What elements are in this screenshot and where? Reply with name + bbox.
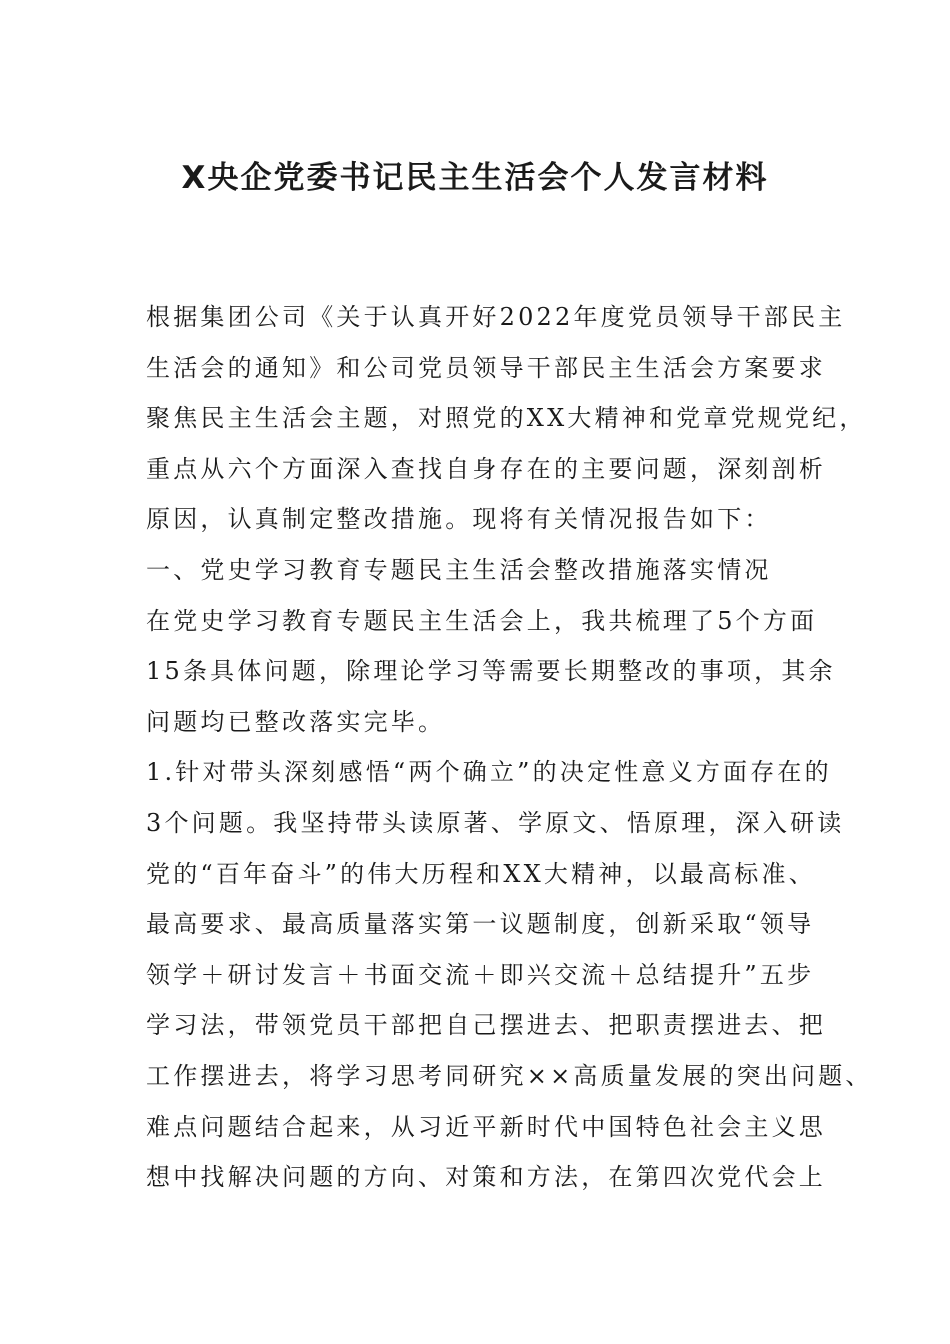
section-heading: 一、党史学习教育专题民主生活会整改措施落实情况 bbox=[146, 555, 772, 584]
body-line: 学习法，带领党员干部把自己摆进去、把职责摆进去、把 bbox=[146, 1011, 826, 1040]
body-line: 领学＋研讨发言＋书面交流＋即兴交流＋总结提升”五步 bbox=[146, 960, 815, 989]
body-line: 在党史学习教育专题民主生活会上，我共梳理了5个方面 bbox=[146, 606, 818, 635]
document-title: X央企党委书记民主生活会个人发言材料 bbox=[181, 160, 769, 196]
body-line: 问题均已整改落实完毕。 bbox=[146, 707, 446, 736]
body-line: 难点问题结合起来，从习近平新时代中国特色社会主义思 bbox=[146, 1112, 826, 1141]
body-line: 最高要求、最高质量落实第一议题制度，创新采取“领导 bbox=[146, 910, 815, 939]
body-line: 3个问题。我坚持带头读原著、学原文、悟原理，深入研读 bbox=[146, 808, 845, 837]
body-line: 工作摆进去，将学习思考同研究××高质量发展的突出问题、 bbox=[146, 1061, 873, 1090]
body-line: 根据集团公司《关于认真开好2022年度党员领导干部民主 bbox=[146, 303, 846, 331]
body-line: 15条具体问题，除理论学习等需要长期整改的事项，其余 bbox=[146, 657, 836, 686]
body-line: 原因，认真制定整改措施。现将有关情况报告如下： bbox=[146, 505, 772, 534]
body-line: 生活会的通知》和公司党员领导干部民主生活会方案要求 bbox=[146, 353, 826, 382]
body-line: 重点从六个方面深入查找自身存在的主要问题，深刻剖析 bbox=[146, 454, 826, 483]
body-line: 聚焦民主生活会主题，对照党的XX大精神和党章党规党纪， bbox=[146, 404, 867, 433]
numbered-item-line: 1.针对带头深刻感悟“两个确立”的决定性意义方面存在的 bbox=[146, 758, 832, 787]
document-body bbox=[146, 292, 873, 1203]
body-line: 党的“百年奋斗”的伟大历程和XX大精神，以最高标准、 bbox=[146, 859, 816, 888]
body-line: 想中找解决问题的方向、对策和方法，在第四次党代会上 bbox=[146, 1163, 826, 1192]
